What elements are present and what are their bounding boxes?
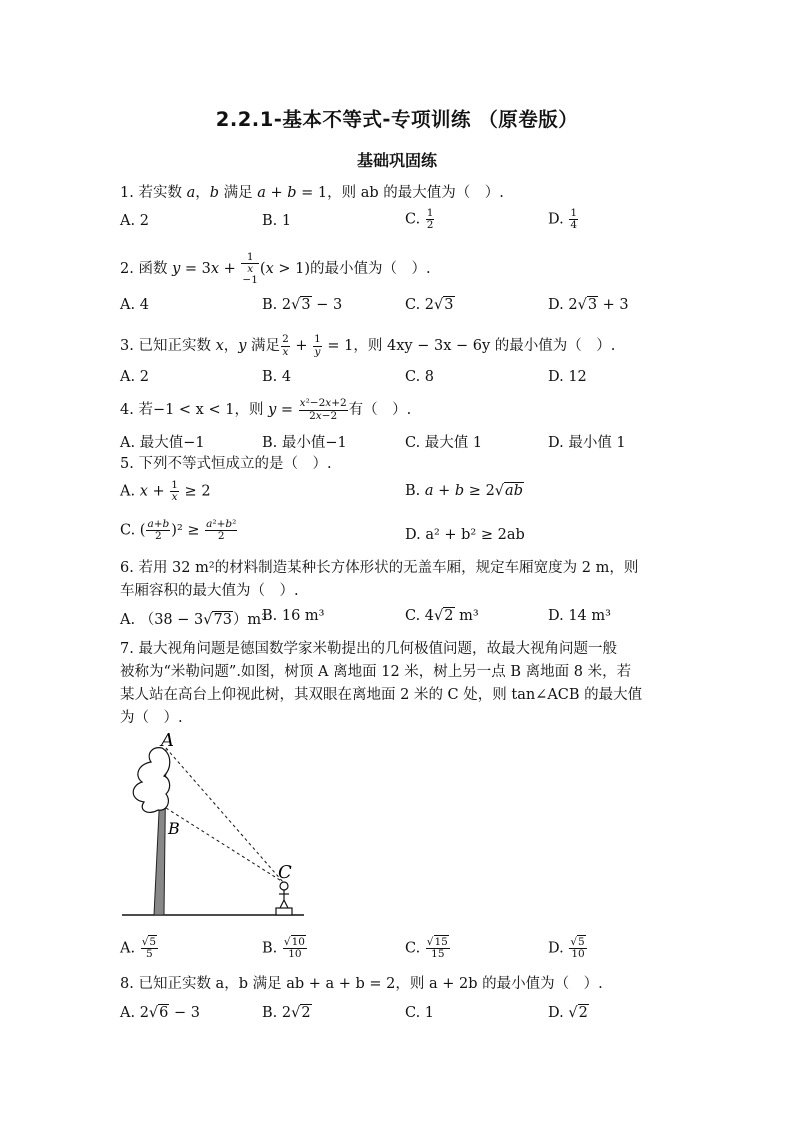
- label-c: C: [278, 862, 292, 883]
- question-7-line4: 为（ ）.: [120, 710, 183, 726]
- label-a: A: [161, 730, 174, 751]
- q6-option-a: A. （38 − 3√73）m³: [120, 612, 267, 628]
- q7-option-b: B. $\frac{√10}{10}$: [262, 936, 305, 961]
- line-b-to-c: [166, 808, 283, 882]
- page-title: 2.2.1-基本不等式-专项训练 （原卷版）: [215, 108, 579, 131]
- question-3: 3. 已知正实数 x，y 满足 $\frac{2}{x}$ + $\frac{1}{y}$ = 1，则 4xy − 3x − 6y 的最小值为（ ）.: [120, 333, 616, 358]
- question-7-line2: 被称为“米勒问题”.如图，树顶 A 离地面 12 米，树上另一点 B 离地面 8 米，若: [120, 664, 632, 680]
- q8-option-c: C. 1: [405, 1005, 435, 1021]
- question-5: 5. 下列不等式恒成立的是（ ）.: [120, 456, 332, 472]
- q2-option-b: B. 2√3 − 3: [262, 297, 343, 313]
- tree-diagram: [118, 728, 308, 920]
- question-7-line1: 7. 最大视角问题是德国数学家米勒提出的几何极值问题，故最大视角问题一般: [120, 641, 617, 657]
- q3-option-c: C. 8: [405, 369, 435, 385]
- q4-option-d: D. 最小值 1: [548, 435, 626, 451]
- tree-foliage: [133, 748, 170, 813]
- question-7-line3: 某人站在高台上仰视此树，其双眼在离地面 2 米的 C 处，则 tan∠ACB 的最大值: [120, 687, 643, 703]
- q2-option-d: D. 2√3 + 3: [548, 297, 629, 313]
- question-8: 8. 已知正实数 a，b 满足 ab + a + b = 2，则 a + 2b 的最小值为（ ）.: [120, 976, 603, 992]
- question-1: 1. 若实数 a，b 满足 a + b = 1，则 ab 的最大值为（ ）.: [120, 185, 504, 201]
- q1-option-b: B. 1: [262, 213, 292, 229]
- q3-option-a: A. 2: [120, 369, 149, 385]
- q4-option-a: A. 最大值−1: [120, 435, 205, 451]
- q5-option-c: C. ( $\frac{a+b}{2}$ )² ≥ $\frac{\text{a²+b²}}{2}$: [120, 518, 237, 543]
- q6-option-d: D. 14 m³: [548, 608, 611, 624]
- question-4: 4. 若−1 < x < 1，则 y = $\frac{\text{x²−2x+2}}{2x-2}$ 有（ ）.: [120, 397, 412, 422]
- question-6-line2: 车厢容积的最大值为（ ）.: [120, 583, 299, 599]
- q3-option-b: B. 4: [262, 369, 292, 385]
- q8-option-a: A. 2√6 − 3: [120, 1005, 200, 1021]
- q5-option-b: B. a + b ≥ 2√ab: [405, 483, 523, 499]
- question-2: 2. 函数 y = 3x + 1 x −1(x > 1)的最小值为（ ）.: [120, 251, 431, 287]
- q6-option-c: C. 4√2 m³: [405, 608, 479, 624]
- question-6-line1: 6. 若用 32 m²的材料制造某种长方体形状的无盖车厢，规定车厢宽度为 2 m，则: [120, 560, 639, 576]
- q5-option-a: A. x + $\frac{1}{x}$ ≥ 2: [120, 479, 211, 504]
- q2-option-c: C. 2√3: [405, 297, 454, 313]
- label-b: B: [168, 819, 180, 838]
- q1-option-d: D. $\frac{1}{4}$: [548, 207, 578, 232]
- line-a-to-c: [166, 748, 283, 882]
- person-head: [280, 882, 288, 890]
- q5-option-d: D. a² + b² ≥ 2ab: [405, 527, 525, 543]
- q7-option-a: A. $\frac{√5}{5}$: [120, 936, 157, 961]
- q2-option-a: A. 4: [120, 297, 149, 313]
- q8-option-b: B. 2√2: [262, 1005, 311, 1021]
- q7-option-c: C. $\frac{√15}{15}$: [405, 936, 448, 961]
- platform: [276, 908, 292, 915]
- q8-option-d: D. √2: [548, 1005, 588, 1021]
- q4-option-c: C. 最大值 1: [405, 435, 483, 451]
- q1-option-c: C. $\frac{1}{2}$: [405, 207, 434, 232]
- q4-option-b: B. 最小值−1: [262, 435, 347, 451]
- q1-option-a: A. 2: [120, 213, 149, 229]
- q7-option-d: D. $\frac{√5}{10}$: [548, 936, 585, 961]
- q3-option-d: D. 12: [548, 369, 587, 385]
- section-title: 基础巩固练: [356, 151, 437, 170]
- q6-option-b: B. 16 m³: [262, 608, 325, 624]
